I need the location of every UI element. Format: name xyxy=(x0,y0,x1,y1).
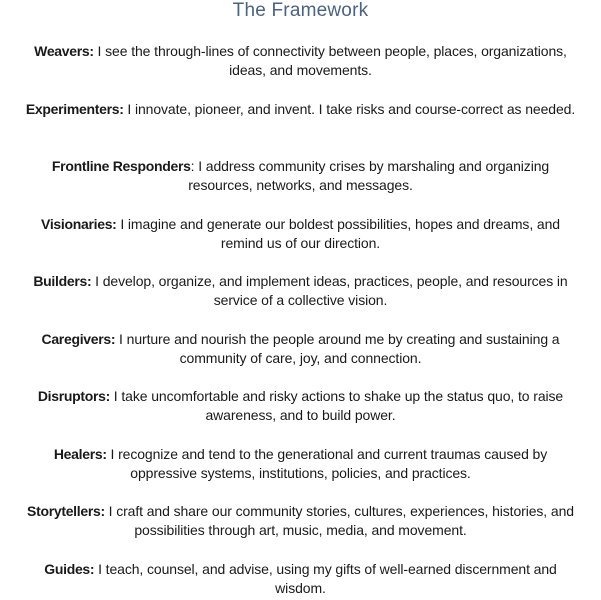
role-name: Experimenters: xyxy=(25,100,124,117)
role-name: Healers: xyxy=(53,445,107,462)
role-description: I take uncomfortable and risky actions to shake up the status quo, to raise awareness, and to build power. xyxy=(110,388,564,423)
role-description: : I address community crises by marshaling and organizing resources, networks, and messages. xyxy=(188,158,550,193)
role-name: Builders: xyxy=(33,273,92,289)
role-description: I teach, counsel, and advise, using my gifts of well-earned discernment and wisdom. xyxy=(94,560,557,596)
role-weavers xyxy=(22,42,579,80)
role-builders xyxy=(22,272,579,310)
role-name: Visionaries: xyxy=(41,215,117,232)
role-description: I see the through-lines of connectivity between people, places, organizations, ideas, and movements. xyxy=(93,43,567,78)
role-disruptors xyxy=(22,387,579,425)
role-description: I innovate, pioneer, and invent. I take risks and course-correct as needed. xyxy=(123,100,576,117)
role-description: I craft and share our community stories, cultures, experiences, histories, and possibilities through art, music, media, and movement. xyxy=(104,503,574,538)
role-storytellers xyxy=(22,502,579,540)
role-name: Frontline Responders xyxy=(51,158,191,174)
role-name: Guides: xyxy=(44,560,95,577)
role-guides xyxy=(22,560,579,598)
role-visionaries xyxy=(22,215,579,253)
role-description: I imagine and generate our boldest possibilities, hopes and dreams, and remind us of our direction. xyxy=(116,215,560,251)
role-name: Caregivers: xyxy=(41,330,116,347)
role-healers xyxy=(22,445,579,483)
role-experimenters xyxy=(22,100,579,138)
role-description: I recognize and tend to the generational and current traumas caused by oppressive systems, institutions, policies, and practices. xyxy=(106,445,548,481)
page-title: The Framework xyxy=(232,0,369,21)
role-frontline-responders xyxy=(22,157,579,195)
role-name: Weavers: xyxy=(34,43,94,59)
role-name: Storytellers: xyxy=(27,503,105,519)
role-caregivers xyxy=(22,330,579,368)
role-description: I develop, organize, and implement ideas, practices, people, and resources in service of a collective vision. xyxy=(91,273,568,308)
role-description: I nurture and nourish the people around me by creating and sustaining a community of care, joy, and connection. xyxy=(115,330,560,366)
role-name: Disruptors: xyxy=(37,388,111,404)
role-list xyxy=(22,42,579,598)
